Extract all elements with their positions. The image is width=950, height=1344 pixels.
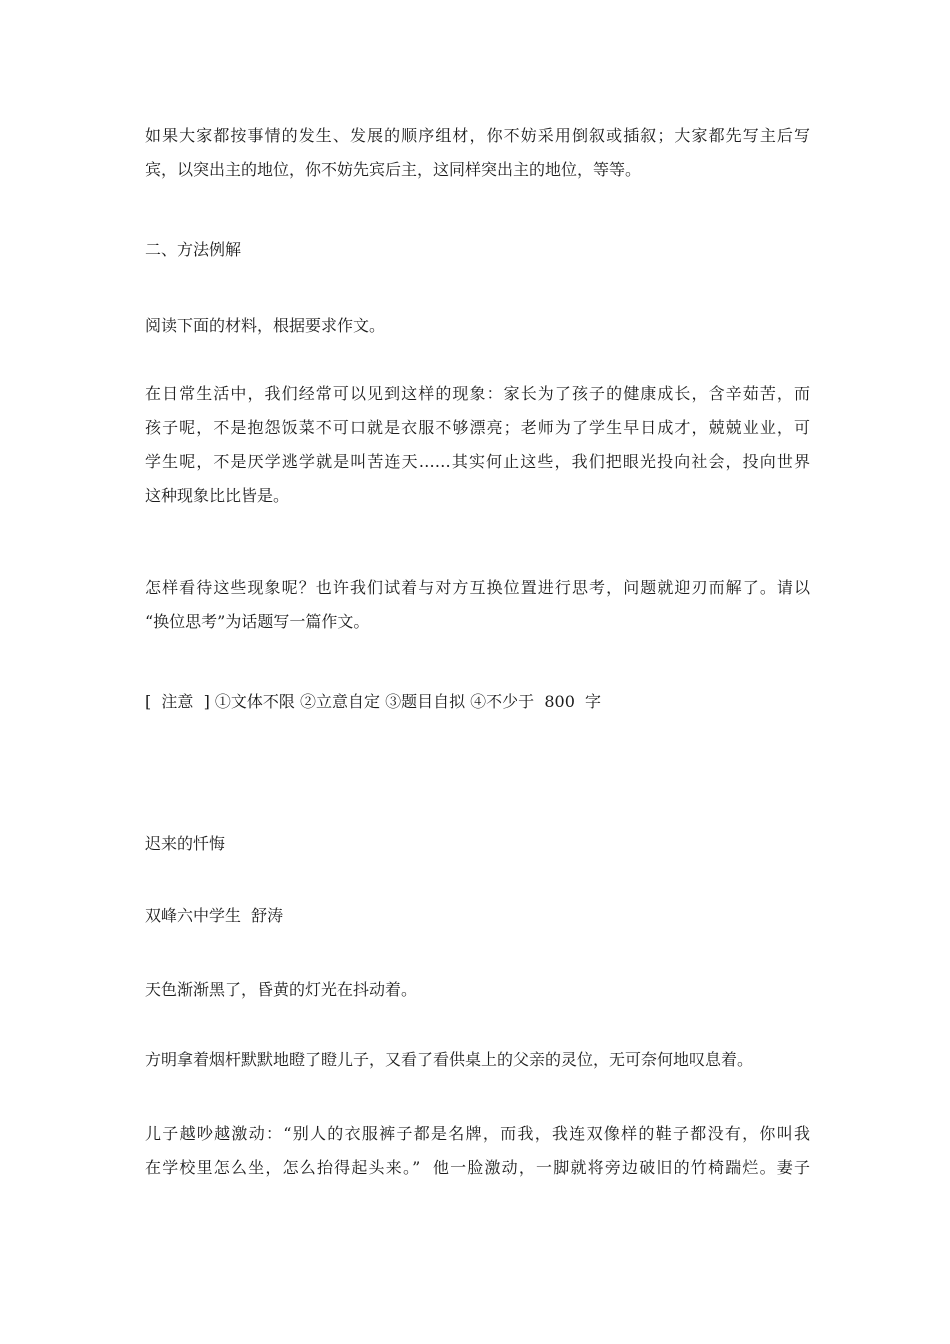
text-line: 这种现象比比皆是。 [145,486,290,505]
section-heading [145,233,810,267]
paragraph-topic [145,571,810,639]
paragraph-instruction [145,309,810,343]
paragraph-story [145,1117,810,1185]
text-line: [ 注意 ] ①文体不限 ②立意自定 ③题目自拟 ④不少于 800 字 [145,692,602,711]
note-requirements [145,685,810,719]
essay-title [145,827,810,861]
paragraph-material [145,377,810,513]
text-line: 在学校里怎么坐，怎么抬得起头来。” 他一脸激动，一脚就将旁边破旧的竹椅踹烂。妻子 [145,1158,810,1177]
paragraph-story [145,1043,810,1077]
text-line: 怎样看待这些现象呢？也许我们试着与对方互换位置进行思考，问题就迎刃而解了。请以 [145,578,810,597]
text-line: 方明拿着烟杆默默地瞪了瞪儿子，又看了看供桌上的父亲的灵位，无可奈何地叹息着。 [145,1050,754,1069]
text-line: 在日常生活中，我们经常可以见到这样的现象：家长为了孩子的健康成长，含辛茹苦，而 [145,384,810,403]
essay-author [145,899,810,933]
text-line: 如果大家都按事情的发生、发展的顺序组材，你不妨采用倒叙或插叙；大家都先写主后写 [145,126,810,145]
text-line: 孩子呢，不是抱怨饭菜不可口就是衣服不够漂亮；老师为了学生早日成才，兢兢业业，可 [145,418,810,437]
text-line: “换位思考”为话题写一篇作文。 [145,612,370,631]
heading-text: 二、方法例解 [145,240,242,259]
paragraph-composition-order [145,119,810,187]
text-line: 阅读下面的材料，根据要求作文。 [145,316,386,335]
text-line: 宾，以突出主的地位，你不妨先宾后主，这同样突出主的地位，等等。 [145,160,642,179]
text-line: 儿子越吵越激动：“别人的衣服裤子都是名牌，而我，我连双像样的鞋子都没有，你叫我 [145,1124,810,1143]
text-line: 学生呢，不是厌学逃学就是叫苦连天……其实何止这些，我们把眼光投向社会，投向世界 [145,452,810,471]
author-text: 双峰六中学生 舒涛 [145,906,284,925]
paragraph-story [145,973,810,1007]
title-text: 迟来的忏悔 [145,834,226,853]
text-line: 天色渐渐黑了，昏黄的灯光在抖动着。 [145,980,418,999]
